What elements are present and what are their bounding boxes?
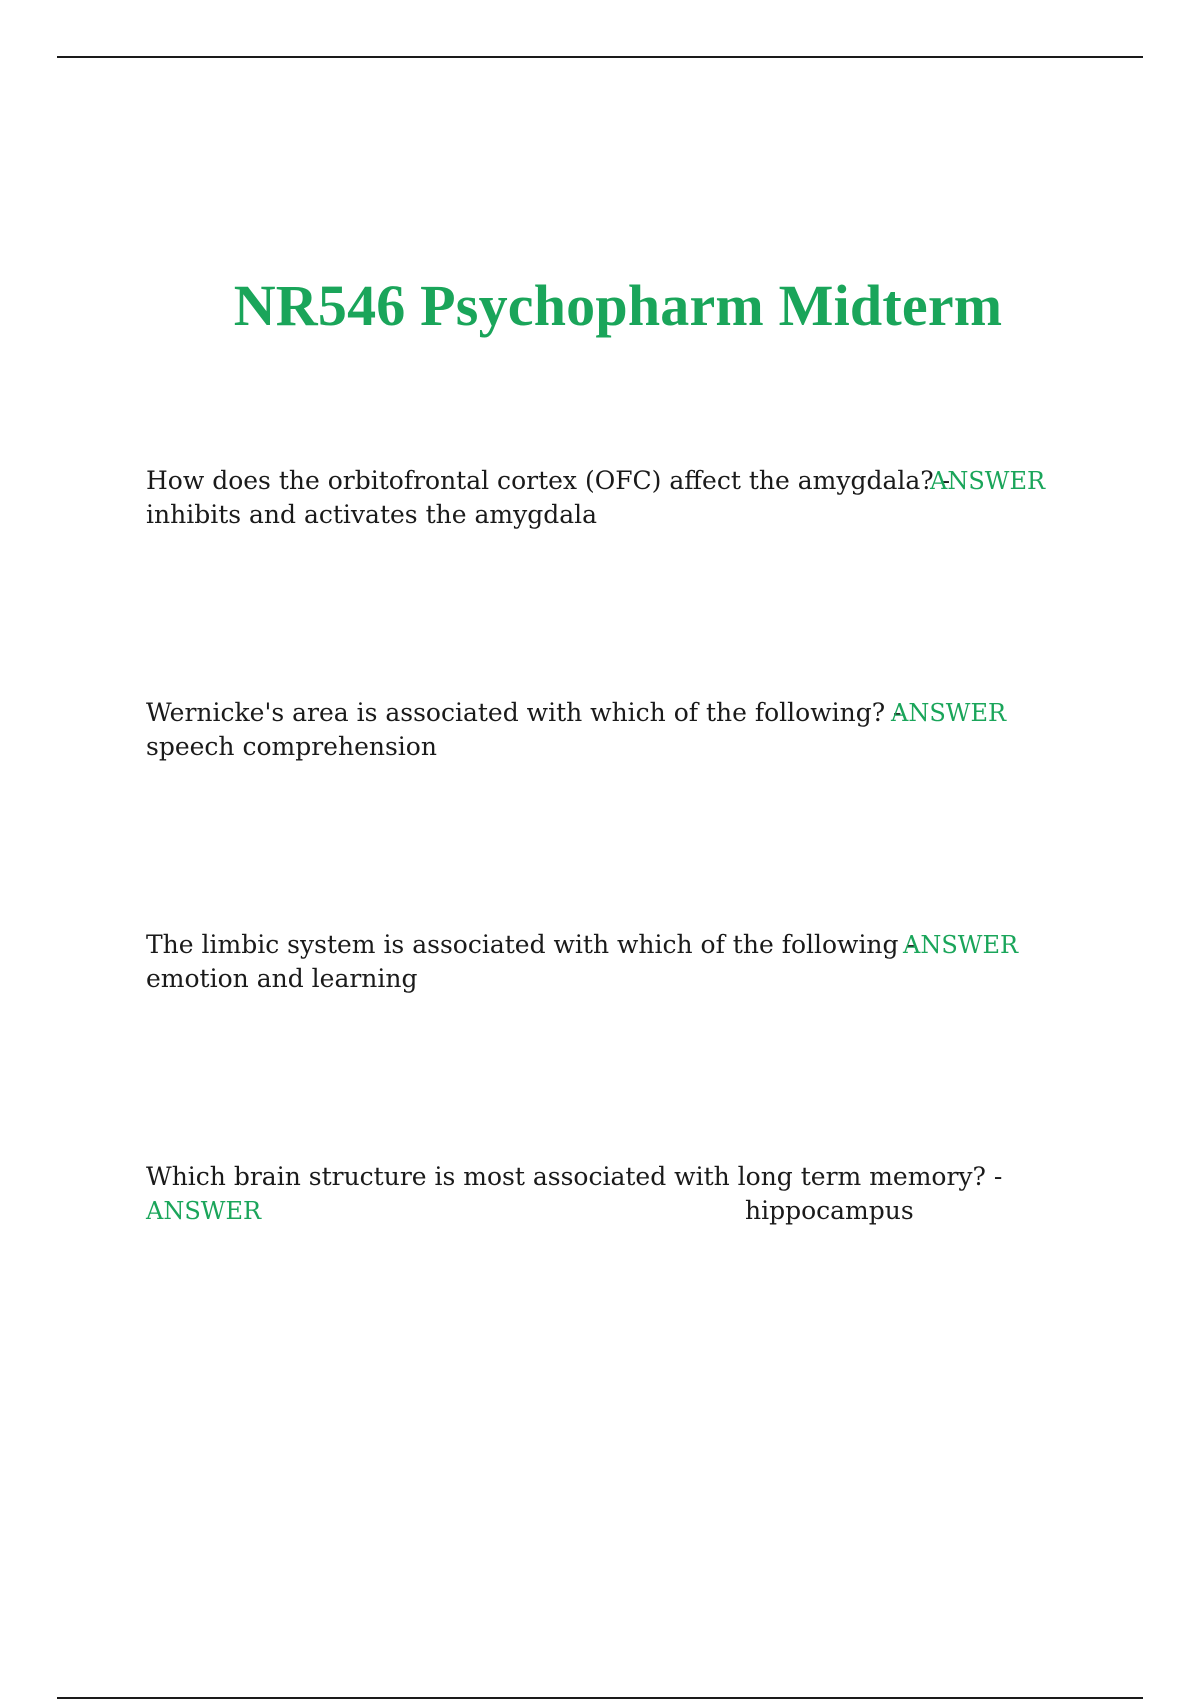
answer-label: ANSWER: [930, 467, 1046, 495]
question-text: The limbic system is associated with which of the following -: [146, 930, 915, 959]
answer-label: ANSWER: [146, 1197, 262, 1225]
answer-label: ANSWER: [891, 699, 1007, 727]
answer-text: speech comprehension: [146, 732, 437, 761]
bottom-rule: [57, 1697, 1143, 1699]
qa-item-2: [146, 696, 1076, 764]
qa-item-1: [146, 464, 1076, 532]
qa-item-4: [146, 1160, 1076, 1228]
top-rule: [57, 56, 1143, 58]
answer-label: ANSWER: [903, 931, 1019, 959]
question-text: Wernicke's area is associated with which of the following? -: [146, 698, 902, 727]
question-text: Which brain structure is most associated with long term memory? -: [146, 1162, 1003, 1191]
answer-line: [146, 1194, 1076, 1228]
qa-item-3: [146, 928, 1076, 996]
question-text: How does the orbitofrontal cortex (OFC) affect the amygdala? -: [146, 466, 951, 495]
answer-text: inhibits and activates the amygdala: [146, 500, 598, 529]
document-title: NR546 Psychopharm Midterm: [233, 273, 1003, 338]
answer-text: hippocampus: [745, 1196, 914, 1225]
answer-text: emotion and learning: [146, 964, 418, 993]
